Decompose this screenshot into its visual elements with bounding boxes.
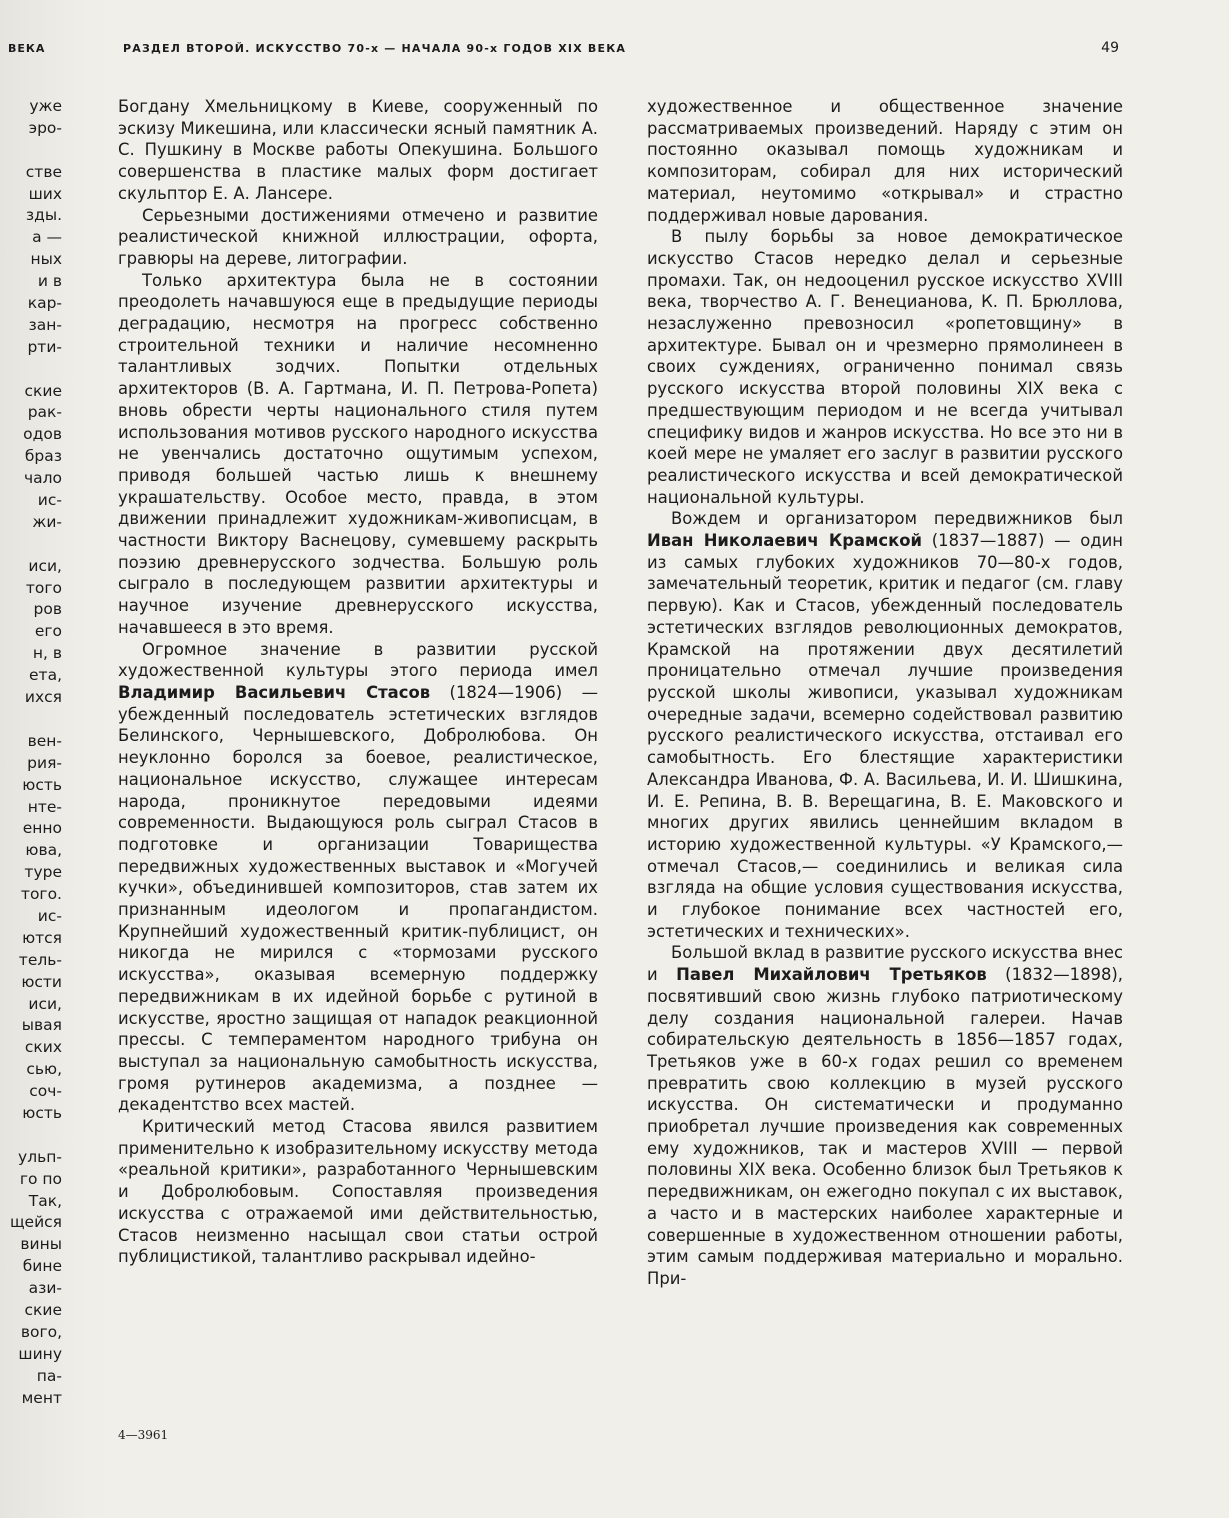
margin-fragment bbox=[0, 534, 62, 556]
text-run: Огромное значение в развитии русской художественной культуры этого периода имел bbox=[118, 639, 598, 681]
text-run: (1837—1887) — один из самых глубоких художников 70—80-х годов, замечательный теоретик, критик и педагог (см. главу первую). Как и Стасов, убежденный последователь эстетических взглядов революционных демократов, Крамской на протяжении двух десятилетий проницательно отмечал лучшие произведения русской школы живописи, указывал художникам очередные задачи, всемерно содействовал развитию русского реалистического искусства, отстаивал его самобытность. Его блестящие характеристики Александра Иванова, Ф. А. Васильева, И. И. Шишкина, И. Е. Репина, В. В. Верещагина, В. Е. Маковского и многих других явились ценнейшим вкладом в историю художественной культуры. «У Крамского,— отмечал Стасов,— соединились и великая сила взгляда на общие условия существования искусства, и глубокое понимание всех частностей его, эстетических и технических». bbox=[647, 531, 1123, 941]
margin-fragment: стве bbox=[25, 162, 62, 181]
margin-fragment: ских bbox=[24, 1038, 62, 1057]
margin-fragment: его bbox=[34, 622, 62, 641]
margin-fragment: ров bbox=[33, 600, 62, 619]
margin-fragment: ывая bbox=[21, 1016, 62, 1035]
paragraph bbox=[647, 226, 1123, 508]
margin-fragment: жи- bbox=[32, 512, 62, 531]
margin-fragment: уже bbox=[29, 97, 62, 115]
margin-fragment: па- bbox=[36, 1366, 62, 1385]
margin-fragment: ихся bbox=[24, 688, 62, 707]
margin-fragment: эро- bbox=[28, 118, 62, 137]
margin-fragment: вен- bbox=[27, 731, 62, 750]
margin-fragment: го по bbox=[19, 1169, 62, 1188]
margin-fragment: рти- bbox=[27, 337, 62, 356]
paragraph bbox=[118, 270, 598, 639]
margin-fragment: мент bbox=[21, 1388, 62, 1407]
text-run: (1824—1906) — убежденный последователь эстетических взглядов Белинского, Чернышевского, Добролюбова. Он неуклонно боролся за боевое, реалистическое, национальное искусство, служащее интересам народа, проникнутое передовыми идеями современности. Выдающуюся роль сыграл Стасов в подготовке и организации Товарищества передвижных художественных выставок и «Могучей кучки», объединившей композиторов, став затем их признанным идеологом и пропагандистом. Крупнейший художественный критик-публицист, он никогда не мирился с «тормозами русского искусства», оказывая всемерную поддержку передвижникам в их идейной борьбе с рутиной в искусстве, яростно защищая от нападок реакционной прессы. С темпераментом народного трибуна он выступал за национальную самобытность искусства, громя рутинеров академизма, а позднее — декадентство всех мастей. bbox=[118, 682, 598, 1115]
text-run: В пылу борьбы за новое демократическое искусство Стасов нередко делал и серьезные промахи. Так, он недооценил русское искусство XVIII века, творчество А. Г. Венецианова, К. П. Брюллова, незаслуженно превозносил «ропетовщину» в архитектуре. Бывал он и чрезмерно прямолинеен в своих суждениях, ограниченно понимал связь русского искусства второй половины XIX века с предшествующим периодом и не всегда учитывал специфику видов и жанров искусства. Но все это ни в коей мере не умаляет его заслуг в развитии русского реалистического искусства и всей демократической национальной культуры. bbox=[647, 227, 1123, 507]
margin-fragment bbox=[0, 359, 62, 381]
margin-fragment: юва, bbox=[25, 841, 62, 860]
margin-fragment: а — bbox=[32, 228, 62, 247]
margin-fragment: кар- bbox=[27, 294, 62, 313]
margin-fragment: иси, bbox=[28, 556, 62, 575]
margin-fragment: чало bbox=[23, 469, 62, 488]
margin-fragment: ются bbox=[22, 928, 62, 947]
margin-fragment: соч- bbox=[29, 1082, 62, 1101]
margin-fragment: бине bbox=[22, 1257, 62, 1276]
margin-fragment: ази- bbox=[28, 1279, 62, 1298]
paragraph bbox=[647, 96, 1123, 226]
paragraph bbox=[118, 639, 598, 1116]
margin-fragment bbox=[0, 1125, 62, 1147]
person-name: Иван Николаевич Крамской bbox=[647, 531, 923, 551]
margin-fragment: рия- bbox=[27, 753, 62, 772]
text-run: Вождем и организатором передвижников был bbox=[671, 509, 1123, 529]
margin-fragment: енно bbox=[22, 819, 62, 838]
header-left-fragment: ВЕКА bbox=[8, 42, 46, 55]
margin-fragment: того bbox=[25, 578, 62, 597]
margin-fragment: ных bbox=[30, 250, 62, 269]
text-run: Богдану Хмельницкому в Киеве, сооруженный по эскизу Микешина, или классически ясный памятник А. С. Пушкину в Москве работы Опекушина. Большого совершенства в пластике малых форм достигает скульптор Е. А. Лансере. bbox=[118, 97, 598, 203]
text-run: Серьезными достижениями отмечено и развитие реалистической книжной иллюстрации, офорта, гравюры на дереве, литографии. bbox=[118, 205, 598, 268]
page-number: 49 bbox=[1101, 40, 1119, 56]
margin-fragment: ис- bbox=[37, 906, 62, 925]
margin-fragment: щейся bbox=[9, 1213, 62, 1232]
paragraph bbox=[118, 96, 598, 205]
previous-page-fragments bbox=[0, 96, 62, 1409]
paragraph bbox=[647, 508, 1123, 942]
margin-fragment: юсть bbox=[22, 775, 62, 794]
margin-fragment: нте- bbox=[27, 797, 62, 816]
margin-fragment: ис- bbox=[37, 491, 62, 510]
person-name: Павел Михайлович Третьяков bbox=[676, 965, 987, 985]
margin-fragment: зан- bbox=[28, 315, 62, 334]
margin-fragment: браз bbox=[24, 447, 62, 466]
text-run: Критический метод Стасова явился развитием применительно к изобразительному искусству метода «реальной критики», разработанного Чернышевским и Добролюбовым. Сопоставляя произведения искусства с отражаемой ими действительностью, Стасов неизменно насыщал свои статьи острой публицистикой, талантливо раскрывал идейно- bbox=[118, 1117, 598, 1267]
margin-fragment: ские bbox=[24, 1300, 62, 1319]
paragraph bbox=[647, 942, 1123, 1289]
margin-fragment: ета, bbox=[29, 666, 62, 685]
paragraph bbox=[118, 205, 598, 270]
margin-fragment: юсть bbox=[22, 1103, 62, 1122]
margin-fragment: одов bbox=[23, 425, 62, 444]
margin-fragment: Так, bbox=[28, 1191, 62, 1210]
margin-fragment: ские bbox=[24, 381, 62, 400]
printer-signature: 4—3961 bbox=[118, 1428, 169, 1442]
margin-fragment: ульп- bbox=[18, 1147, 62, 1166]
margin-fragment: того. bbox=[20, 885, 62, 904]
paragraph bbox=[118, 1116, 598, 1268]
text-run: Большой вклад в развитие русского искусства внес и bbox=[647, 943, 1123, 985]
margin-fragment: туре bbox=[24, 863, 62, 882]
header-section-title: РАЗДЕЛ ВТОРОЙ. ИСКУССТВО 70-х — НАЧАЛА 90-х ГОДОВ XIX ВЕКА bbox=[123, 42, 627, 55]
margin-fragment: рак- bbox=[27, 403, 62, 422]
person-name: Владимир Васильевич Стасов bbox=[118, 682, 431, 702]
margin-fragment: иси, bbox=[28, 994, 62, 1013]
text-run: художественное и общественное значение рассматриваемых произведений. Наряду с этим он постоянно оказывал помощь художникам и композиторам, собирал для них исторический материал, неутомимо «открывал» и страстно поддерживал новые дарования. bbox=[647, 97, 1123, 225]
margin-fragment: сью, bbox=[26, 1060, 62, 1079]
margin-fragment: и в bbox=[37, 272, 62, 291]
margin-fragment: н, в bbox=[32, 644, 62, 663]
running-header bbox=[0, 42, 1229, 62]
text-column-right bbox=[647, 96, 1123, 1290]
margin-fragment: шину bbox=[18, 1344, 62, 1363]
margin-fragment: вого, bbox=[20, 1322, 62, 1341]
text-run: (1832—1898), посвятивший свою жизнь глубоко патриотическому делу создания национальной галереи. Начав собирательскую деятельность в 1856—1857 годах, Третьяков уже в 60-х годах решил со временем превратить свою коллекцию в музей русского искусства. Он систематически и продуманно приобретал лучшие произведения как современных ему художников, так и мастеров XVIII — первой половины XIX века. Особенно близок был Третьяков к передвижникам, он ежегодно покупал с их выставок, а часто и в мастерских наиболее характерные и совершенные в художественном отношении работы, этим самым поддерживая материально и морально. При- bbox=[647, 965, 1123, 1288]
margin-fragment bbox=[0, 709, 62, 731]
margin-fragment bbox=[0, 140, 62, 162]
margin-fragment: ших bbox=[28, 184, 62, 203]
text-run: Только архитектура была не в состоянии преодолеть начавшуюся еще в предыдущие периоды деградацию, несмотря на прогресс собственно строительной техники и наличие несомненно талантливых зодчих. Попытки отдельных архитекторов (В. А. Гартмана, И. П. Петрова-Ропета) вновь обрести черты национального стиля путем использования мотивов русского народного искусства не увенчались достаточно ощутимым успехом, приводя большей частью лишь к внешнему украшательству. Особое место, правда, в этом движении принадлежит художникам-живописцам, в частности Виктору Васнецову, сумевшему раскрыть поэзию древнерусского зодчества. Большую роль сыграло в последующем развитии архитектуры и научное изучение древнерусского искусства, начавшееся в это время. bbox=[118, 270, 598, 637]
text-column-left bbox=[118, 96, 598, 1268]
margin-fragment: зды. bbox=[25, 206, 62, 225]
margin-fragment: юсти bbox=[21, 972, 62, 991]
margin-fragment: вины bbox=[20, 1235, 62, 1254]
margin-fragment: тель- bbox=[18, 950, 62, 969]
